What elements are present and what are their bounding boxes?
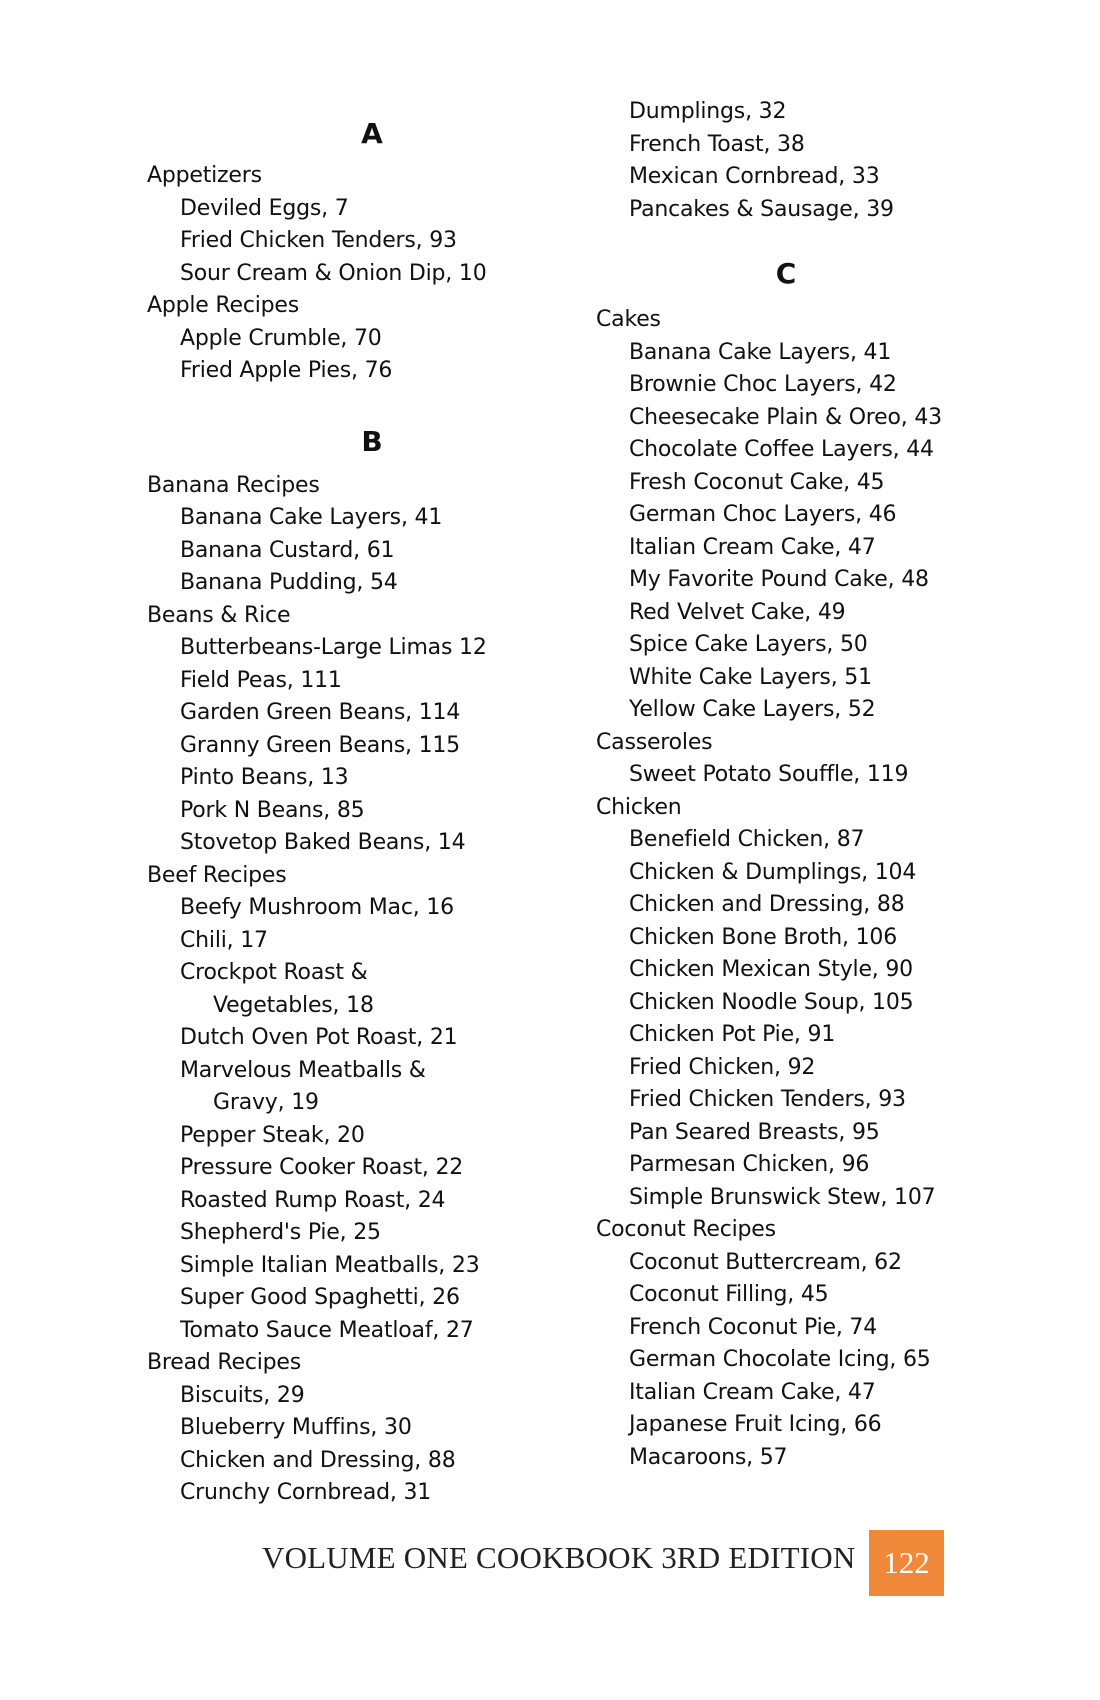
index-left-column xyxy=(147,100,577,1510)
index-entry: Fried Apple Pies, 76 xyxy=(180,358,393,383)
category-banana-recipes: Banana Recipes xyxy=(147,472,320,498)
index-entry: Macaroons, 57 xyxy=(629,1444,788,1470)
index-entry: Blueberry Muffins, 30 xyxy=(180,1415,412,1440)
section-letter-c: C xyxy=(775,257,797,290)
index-entry: German Choc Layers, 46 xyxy=(629,502,897,527)
index-entry: Banana Pudding, 54 xyxy=(180,570,398,595)
index-entry: Beefy Mushroom Mac, 16 xyxy=(180,895,454,920)
index-entry: Biscuits, 29 xyxy=(180,1382,305,1408)
index-entry: Chicken & Dumplings, 104 xyxy=(629,859,917,885)
index-entry: Fried Chicken Tenders, 93 xyxy=(629,1087,906,1112)
index-entry: German Chocolate Icing, 65 xyxy=(629,1347,931,1372)
index-entry-continuation: Vegetables, 18 xyxy=(213,992,374,1018)
index-right-column xyxy=(596,96,996,1474)
category-coconut-recipes: Coconut Recipes xyxy=(596,1217,776,1242)
index-entry: Fresh Coconut Cake, 45 xyxy=(629,469,885,495)
index-entry: Super Good Spaghetti, 26 xyxy=(180,1285,460,1310)
category-chicken: Chicken xyxy=(596,794,682,820)
index-entry: Crunchy Cornbread, 31 xyxy=(180,1480,432,1505)
index-entry: Pancakes & Sausage, 39 xyxy=(629,196,894,222)
index-entry: Dumplings, 32 xyxy=(629,99,787,124)
index-entry: Cheesecake Plain & Oreo, 43 xyxy=(629,404,942,430)
index-entry: Pressure Cooker Roast, 22 xyxy=(180,1155,464,1180)
index-entry: Banana Cake Layers, 41 xyxy=(180,505,443,530)
index-entry: Marvelous Meatballs & xyxy=(180,1057,426,1083)
index-entry: Chili, 17 xyxy=(180,927,268,953)
index-entry: Roasted Rump Roast, 24 xyxy=(180,1187,446,1213)
index-entry: Apple Crumble, 70 xyxy=(180,325,382,351)
index-entry: White Cake Layers, 51 xyxy=(629,664,872,690)
index-entry: Butterbeans-Large Limas 12 xyxy=(180,635,487,660)
index-entry: Brownie Choc Layers, 42 xyxy=(629,372,897,397)
category-beans-rice: Beans & Rice xyxy=(147,602,291,628)
index-entry: Deviled Eggs, 7 xyxy=(180,195,349,221)
index-entry: Pan Seared Breasts, 95 xyxy=(629,1119,880,1145)
index-entry: Red Velvet Cake, 49 xyxy=(629,599,846,625)
index-entry: Chicken and Dressing, 88 xyxy=(629,892,905,917)
index-entry: Chicken Mexican Style, 90 xyxy=(629,957,913,982)
category-appetizers: Appetizers xyxy=(147,163,262,188)
index-entry: French Toast, 38 xyxy=(629,131,805,157)
index-entry: Pinto Beans, 13 xyxy=(180,765,349,790)
index-entry: Fried Chicken Tenders, 93 xyxy=(180,228,457,253)
index-entry: Mexican Cornbread, 33 xyxy=(629,164,880,189)
index-entry: Shepherd's Pie, 25 xyxy=(180,1220,381,1245)
index-entry: Italian Cream Cake, 47 xyxy=(629,534,876,560)
index-entry: Field Peas, 111 xyxy=(180,667,342,693)
index-entry: Simple Italian Meatballs, 23 xyxy=(180,1252,480,1278)
index-entry: Tomato Sauce Meatloaf, 27 xyxy=(180,1317,474,1343)
index-entry: Coconut Buttercream, 62 xyxy=(629,1249,902,1275)
index-entry: Pork N Beans, 85 xyxy=(180,797,365,823)
index-entry: Simple Brunswick Stew, 107 xyxy=(629,1184,936,1210)
index-entry: Parmesan Chicken, 96 xyxy=(629,1152,870,1177)
page-footer xyxy=(262,1530,962,1596)
category-cakes: Cakes xyxy=(596,307,661,332)
index-entry: Chocolate Coffee Layers, 44 xyxy=(629,437,934,462)
index-entry: Chicken and Dressing, 88 xyxy=(180,1447,456,1473)
index-entry: My Favorite Pound Cake, 48 xyxy=(629,567,929,592)
book-title: VOLUME ONE COOKBOOK 3RD EDITION xyxy=(262,1540,856,1575)
index-entry: Sour Cream & Onion Dip, 10 xyxy=(180,260,487,286)
index-entry: Yellow Cake Layers, 52 xyxy=(629,697,876,722)
index-entry: Spice Cake Layers, 50 xyxy=(629,632,868,657)
index-entry: Chicken Bone Broth, 106 xyxy=(629,924,898,950)
section-letter-b: B xyxy=(361,424,383,458)
category-apple-recipes: Apple Recipes xyxy=(147,293,300,318)
index-entry: Banana Custard, 61 xyxy=(180,537,395,563)
index-entry: Japanese Fruit Icing, 66 xyxy=(629,1412,882,1437)
index-entry: Benefield Chicken, 87 xyxy=(629,827,865,852)
index-entry: Crockpot Roast & xyxy=(180,960,368,985)
index-entry: Chicken Noodle Soup, 105 xyxy=(629,989,914,1015)
category-casseroles: Casseroles xyxy=(596,729,713,755)
index-entry: Italian Cream Cake, 47 xyxy=(629,1379,876,1405)
page-number-badge xyxy=(869,1530,944,1596)
index-entry: Stovetop Baked Beans, 14 xyxy=(180,830,466,855)
page-number: 122 xyxy=(883,1545,930,1580)
index-entry: Chicken Pot Pie, 91 xyxy=(629,1022,836,1047)
category-bread-recipes: Bread Recipes xyxy=(147,1350,302,1375)
index-entry: Sweet Potato Souffle, 119 xyxy=(629,762,909,787)
index-entry: Dutch Oven Pot Roast, 21 xyxy=(180,1025,458,1050)
index-entry: French Coconut Pie, 74 xyxy=(629,1314,878,1340)
index-entry: Granny Green Beans, 115 xyxy=(180,732,460,758)
index-entry-continuation: Gravy, 19 xyxy=(213,1090,319,1115)
index-entry: Fried Chicken, 92 xyxy=(629,1054,816,1080)
index-entry: Garden Green Beans, 114 xyxy=(180,700,461,725)
category-beef-recipes: Beef Recipes xyxy=(147,862,287,888)
index-entry: Banana Cake Layers, 41 xyxy=(629,339,892,365)
section-letter-a: A xyxy=(361,117,383,150)
index-entry: Coconut Filling, 45 xyxy=(629,1282,829,1307)
index-entry: Pepper Steak, 20 xyxy=(180,1122,365,1148)
